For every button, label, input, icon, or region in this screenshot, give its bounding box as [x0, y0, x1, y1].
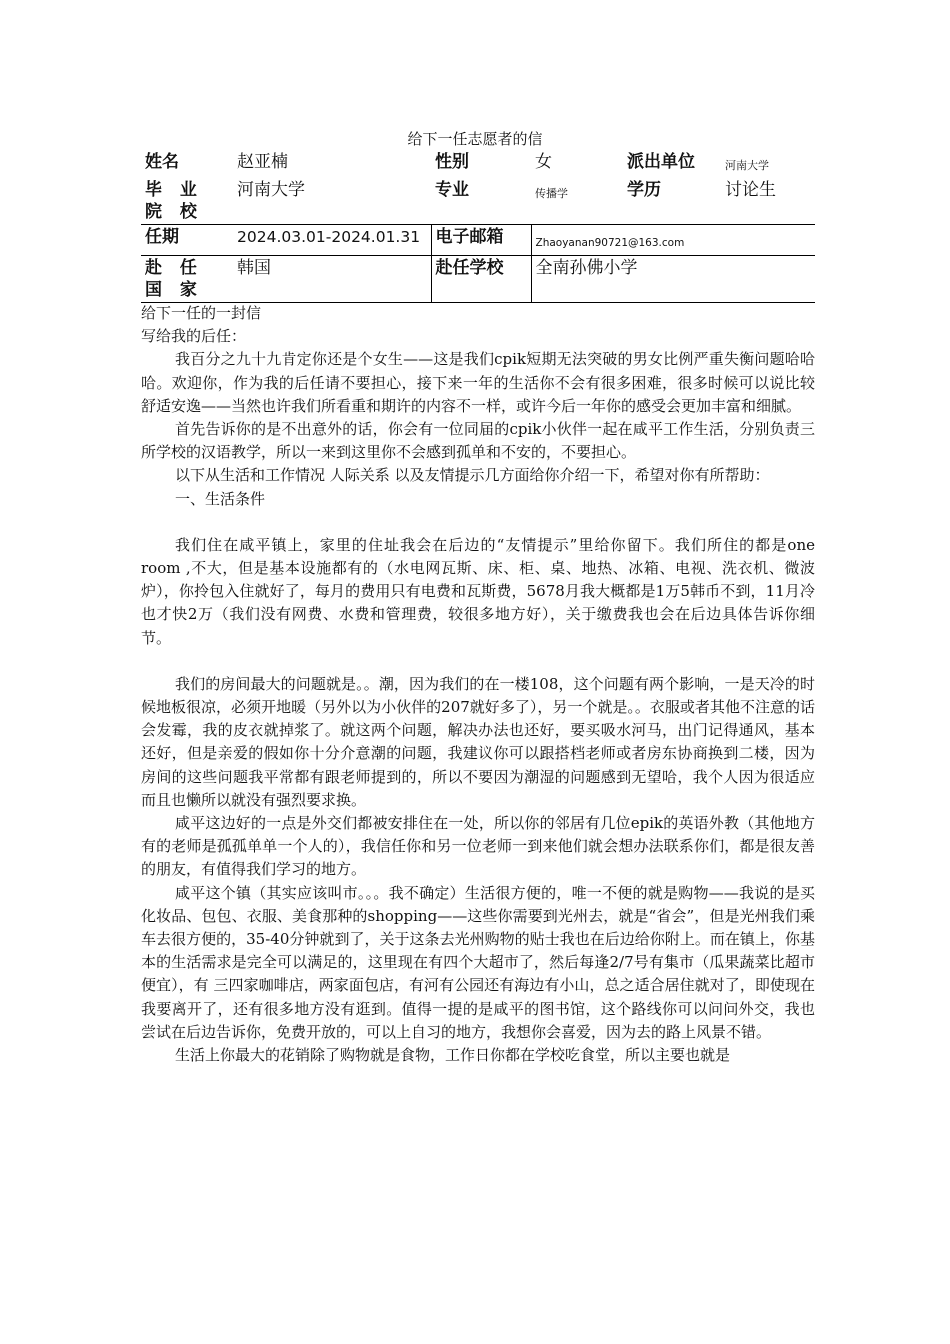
section-heading-living: 一、生活条件 [175, 489, 266, 508]
gender-value: 女 [535, 152, 552, 172]
letter-greeting: 写给我的后任： [141, 327, 247, 346]
letter-body [141, 302, 815, 1067]
document-title: 给下一任志愿者的信 [407, 130, 543, 148]
paragraph-2: 首先告诉你的是不出意外的话，你会有一位同届的cpik小伙伴一起在咸平工作生活，分别负责三所学校的汉语教学，所以一来到这里你不会感到孤单和不安的，不要担心。 [141, 420, 815, 462]
email-label: 电子邮箱 [431, 225, 531, 256]
period-value: 2024.03.01-2024.01.31 [233, 225, 431, 256]
volunteer-info-table [141, 150, 815, 303]
info-row-name [141, 150, 815, 178]
major-label: 专业 [435, 180, 469, 200]
major-value: 传播学 [535, 187, 568, 200]
paragraph-7: 咸平这个镇（其实应该叫市。。。我不确定）生活很方便的，唯一不便的就是购物——我说的是买化妆品、包包、衣服、美食那种的shopping——这些你需要到光州去，就是“省会”，但是光州我们乘车去很方便的，35-40分钟就到了，关于这条去光州购物的贴士我也在后边给你附上。而在镇上，你基本的生活需求是完全可以满足的，这里现在有四个大超市了，然后每逢2/7号有集市（瓜果蔬菜比超市便宜），有 三四家咖啡店，两家面包店，有河有公园还有海边有小山，总之适合居住就对了，即使现在我要离开了，还有很多地方没有逛到。值得一提的是咸平的图书馆，这个路线你可以问问外交，我也尝试在后边告诉你，免费开放的，可以上自习的地方，我想你会喜爱，因为去的路上风景不错。 [141, 883, 815, 1041]
blank-line [141, 511, 815, 534]
unit-label: 派出单位 [627, 152, 695, 172]
unit-value: 河南大学 [725, 159, 769, 172]
paragraph-8: 生活上你最大的花销除了购物就是食物，工作日你都在学校吃食堂，所以主要也就是 [175, 1046, 731, 1065]
degree-value: 讨论生 [725, 180, 776, 200]
name-value: 赵亚楠 [237, 152, 288, 172]
letter-subtitle: 给下一任的一封信 [141, 304, 262, 322]
gender-label: 性别 [435, 152, 469, 172]
info-row-period [141, 225, 815, 256]
info-row-college [141, 178, 815, 225]
school-value: 全南孙佛小学 [531, 256, 815, 303]
degree-label: 学历 [627, 180, 661, 200]
paragraph-1: 我百分之九十九肯定你还是个女生——这是我们cpik短期无法突破的男女比例严重失衡问题哈哈哈。欢迎你，作为我的后任请不要担心，接下来一年的生活你不会有很多困难，很多时候可以说比较舒适安逸——当然也许我们所看重和期许的内容不一样，或许今后一年你的感受会更加丰富和细腻。 [141, 350, 815, 415]
paragraph-6: 咸平这边好的一点是外交们都被安排住在一处，所以你的邻居有几位epik的英语外教（其他地方有的老师是孤孤单单一个人的），我信任你和另一位老师一到来他们就会想办法联系你们，都是很友善的朋友，有值得我们学习的地方。 [141, 814, 815, 879]
college-value: 河南大学 [237, 180, 305, 200]
school-label: 赴任学校 [431, 256, 531, 303]
paragraph-5: 我们的房间最大的问题就是。。潮，因为我们的在一楼108，这个问题有两个影响，一是天冷的时候地板很凉，必须开地暖（另外以为小伙伴的207就好多了），另一个就是。。衣服或者其他不注意的话会发霉，我的皮衣就掉浆了。就这两个问题，解决办法也还好，要买吸水河马，出门记得通风，基本还好，但是亲爱的假如你十分介意潮的问题，我建议你可以跟搭档老师或者房东协商换到二楼，因为房间的这些问题我平常都有跟老师提到的，所以不要因为潮湿的问题感到无望哈，我个人因为很适应而且也懒所以就没有强烈要求换。 [141, 674, 815, 809]
college-label: 毕 业 院 校 [145, 180, 203, 222]
name-label: 姓名 [145, 152, 179, 172]
info-row-country [141, 256, 815, 303]
blank-line [141, 650, 815, 673]
paragraph-3: 以下从生活和工作情况 人际关系 以及友情提示几方面给你介绍一下，希望对你有所帮助： [175, 466, 770, 485]
email-value: Zhaoyanan90721@163.com [531, 225, 815, 256]
paragraph-4: 我们住在咸平镇上，家里的住址我会在后边的“友情提示”里给你留下。我们所住的都是one room ,不大，但是基本设施都有的（水电网瓦斯、床、柜、桌、地热、冰箱、电视、洗衣机、微波炉），你拎包入住就好了，每月的费用只有电费和瓦斯费，5678月我大概都是1万5韩币不到，11月冷也才快2万（我们没有网费、水费和管理费，较很多地方好），关于缴费我也会在后边具体告诉你细节。 [141, 535, 815, 647]
period-label: 任期 [141, 225, 233, 256]
country-label: 赴 任 国 家 [141, 256, 233, 303]
country-value: 韩国 [233, 256, 431, 303]
